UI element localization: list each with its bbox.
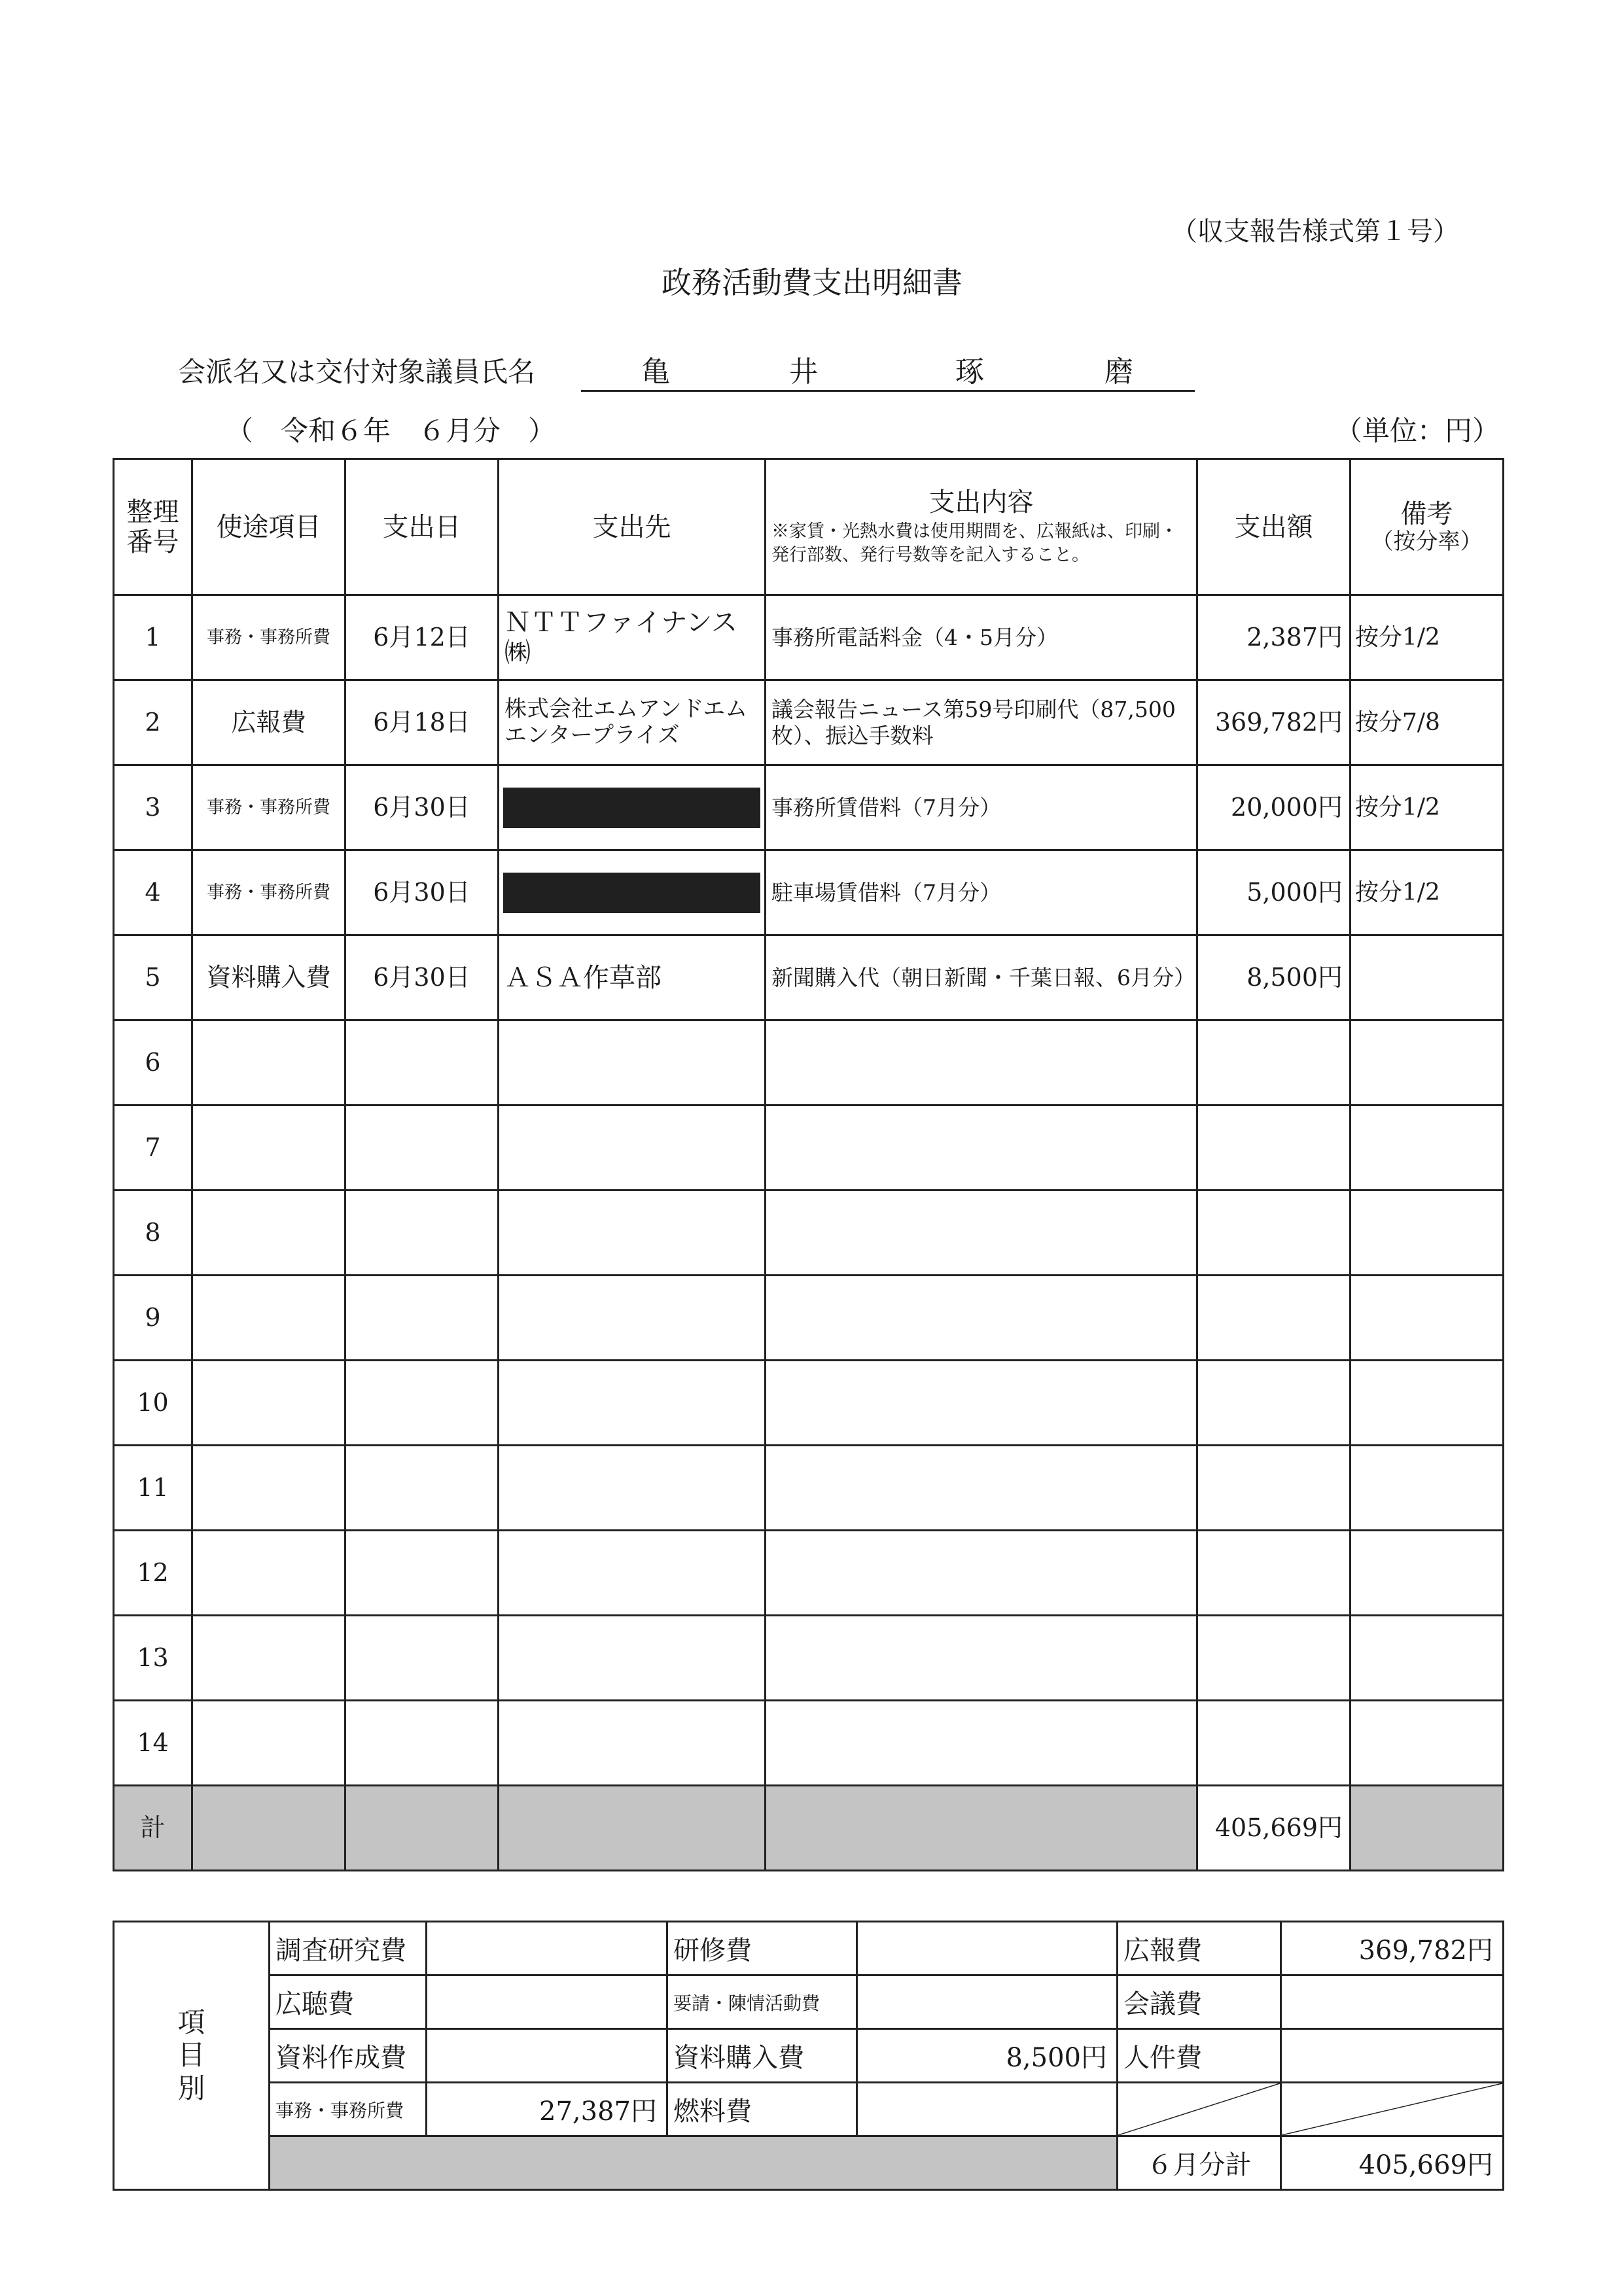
row-no: 14: [114, 1701, 192, 1786]
row-date: 6月12日: [345, 595, 499, 680]
diagonal-line: [1282, 2083, 1502, 2135]
summary-label: 資料作成費: [270, 2029, 427, 2083]
row-amount: 369,782円: [1197, 680, 1350, 765]
summary-label: 調査研究費: [270, 1922, 427, 1975]
row-category: 事務・事務所費: [192, 765, 345, 850]
month-total-label: ６月分計: [1118, 2136, 1281, 2190]
summary-value: [427, 1975, 667, 2029]
table-row: [114, 680, 1504, 765]
row-payee: 株式会社エムアンドエムエンタープライズ: [499, 680, 766, 765]
row-no: 11: [114, 1446, 192, 1531]
row-payee: ＮＴＴファイナンス㈱: [499, 595, 766, 680]
header-remarks-title: 備考: [1400, 498, 1453, 529]
summary-value: [857, 1975, 1118, 2029]
summary-label: 事務・事務所費: [270, 2083, 427, 2136]
member-name-char: 亀: [641, 355, 670, 389]
header-payee: 支出先: [499, 459, 766, 595]
summary-row: [114, 1975, 1504, 2029]
row-no: 4: [114, 850, 192, 935]
row-remarks: [1350, 935, 1504, 1020]
summary-category-label: 項目別: [114, 1922, 270, 2190]
row-no: 9: [114, 1276, 192, 1361]
summary-label: 燃料費: [667, 2083, 857, 2136]
total-label: 計: [114, 1786, 192, 1871]
summary-shaded-area: [270, 2136, 1118, 2190]
summary-row: [114, 2136, 1504, 2190]
row-date: 6月30日: [345, 765, 499, 850]
table-row: [114, 1020, 1504, 1105]
expenditure-table: [113, 458, 1504, 1871]
summary-label: 広聴費: [270, 1975, 427, 2029]
member-name: [581, 345, 1195, 392]
table-row: [114, 1191, 1504, 1276]
row-no: 7: [114, 1105, 192, 1191]
table-row: [114, 595, 1504, 680]
summary-value: [427, 1922, 667, 1975]
diagonal-strike-cell: [1281, 2083, 1504, 2136]
header-category: 使途項目: [192, 459, 345, 595]
row-category: 事務・事務所費: [192, 595, 345, 680]
summary-label: 会議費: [1118, 1975, 1281, 2029]
table-row: [114, 1361, 1504, 1446]
row-no: 12: [114, 1531, 192, 1616]
table-row: [114, 1701, 1504, 1786]
row-date: 6月30日: [345, 850, 499, 935]
row-category: 資料購入費: [192, 935, 345, 1020]
summary-label: 広報費: [1118, 1922, 1281, 1975]
row-no: 8: [114, 1191, 192, 1276]
header-no: 整理番号: [114, 459, 192, 595]
table-row: [114, 1276, 1504, 1361]
redaction-block: [503, 873, 760, 913]
total-amount: 405,669円: [1197, 1786, 1350, 1871]
summary-value: 8,500円: [857, 2029, 1118, 2083]
table-row: [114, 765, 1504, 850]
summary-label: 要請・陳情活動費: [667, 1975, 857, 2029]
document-title: 政務活動費支出明細書: [662, 265, 962, 300]
summary-row: [114, 2083, 1504, 2136]
summary-value: [1281, 1975, 1504, 2029]
member-name-char: 琢: [955, 355, 984, 389]
summary-value: [857, 2083, 1118, 2136]
table-row: [114, 850, 1504, 935]
member-name-char: 井: [789, 355, 818, 389]
row-no: 6: [114, 1020, 192, 1105]
summary-value: [857, 1922, 1118, 1975]
row-remarks: 按分1/2: [1350, 850, 1504, 935]
header-content-title: 支出内容: [928, 487, 1034, 518]
row-amount: 5,000円: [1197, 850, 1350, 935]
row-no: 5: [114, 935, 192, 1020]
category-summary-table: [113, 1921, 1504, 2191]
row-no: 3: [114, 765, 192, 850]
summary-value: [427, 2029, 667, 2083]
summary-value: 27,387円: [427, 2083, 667, 2136]
row-remarks: 按分7/8: [1350, 680, 1504, 765]
header-remarks: [1350, 459, 1504, 595]
row-content: 新聞購入代（朝日新聞・千葉日報、6月分）: [766, 935, 1197, 1020]
summary-value: 369,782円: [1281, 1922, 1504, 1975]
row-date: 6月18日: [345, 680, 499, 765]
header-remarks-sub: （按分率）: [1371, 528, 1483, 555]
row-remarks: 按分1/2: [1350, 765, 1504, 850]
header-content: [766, 459, 1197, 595]
table-row: [114, 1105, 1504, 1191]
summary-label: 研修費: [667, 1922, 857, 1975]
row-content: 事務所電話料金（4・5月分）: [766, 595, 1197, 680]
row-category: 事務・事務所費: [192, 850, 345, 935]
total-row: [114, 1786, 1504, 1871]
summary-label: 資料購入費: [667, 2029, 857, 2083]
table-row: [114, 1446, 1504, 1531]
row-category: 広報費: [192, 680, 345, 765]
table-header-row: [114, 459, 1504, 595]
header-content-note: ※家賃・光熱水費は使用期間を、広報紙は、印刷・発行部数、発行号数等を記入すること。: [771, 521, 1178, 565]
month-total-value: 405,669円: [1281, 2136, 1504, 2190]
row-payee: [499, 850, 766, 935]
row-no: 13: [114, 1616, 192, 1701]
diagonal-line: [1118, 2083, 1280, 2135]
summary-value: [1281, 2029, 1504, 2083]
summary-label: 人件費: [1118, 2029, 1281, 2083]
header-amount: 支出額: [1197, 459, 1350, 595]
row-remarks: 按分1/2: [1350, 595, 1504, 680]
summary-row: [114, 2029, 1504, 2083]
row-no: 2: [114, 680, 192, 765]
row-date: 6月30日: [345, 935, 499, 1020]
row-no: 1: [114, 595, 192, 680]
reporting-period: （ 令和６年 ６月分 ）: [226, 415, 556, 447]
member-label: 会派名又は交付対象議員氏名: [178, 356, 536, 388]
table-row: [114, 1531, 1504, 1616]
table-row: [114, 935, 1504, 1020]
header-date: 支出日: [345, 459, 499, 595]
row-amount: 20,000円: [1197, 765, 1350, 850]
table-row: [114, 1616, 1504, 1701]
diagonal-strike-cell: [1118, 2083, 1281, 2136]
row-payee: ＡＳＡ作草部: [499, 935, 766, 1020]
form-number: （収支報告様式第１号）: [1171, 217, 1459, 247]
summary-row: [114, 1922, 1504, 1975]
member-name-char: 磨: [1104, 355, 1133, 389]
row-amount: 2,387円: [1197, 595, 1350, 680]
redaction-block: [503, 788, 760, 828]
row-content: 議会報告ニュース第59号印刷代（87,500枚）、振込手数料: [766, 680, 1197, 765]
row-amount: 8,500円: [1197, 935, 1350, 1020]
row-content: 駐車場賃借料（7月分）: [766, 850, 1197, 935]
row-content: 事務所賃借料（7月分）: [766, 765, 1197, 850]
row-no: 10: [114, 1361, 192, 1446]
row-payee: [499, 765, 766, 850]
unit-label: （単位：円）: [1335, 415, 1500, 447]
